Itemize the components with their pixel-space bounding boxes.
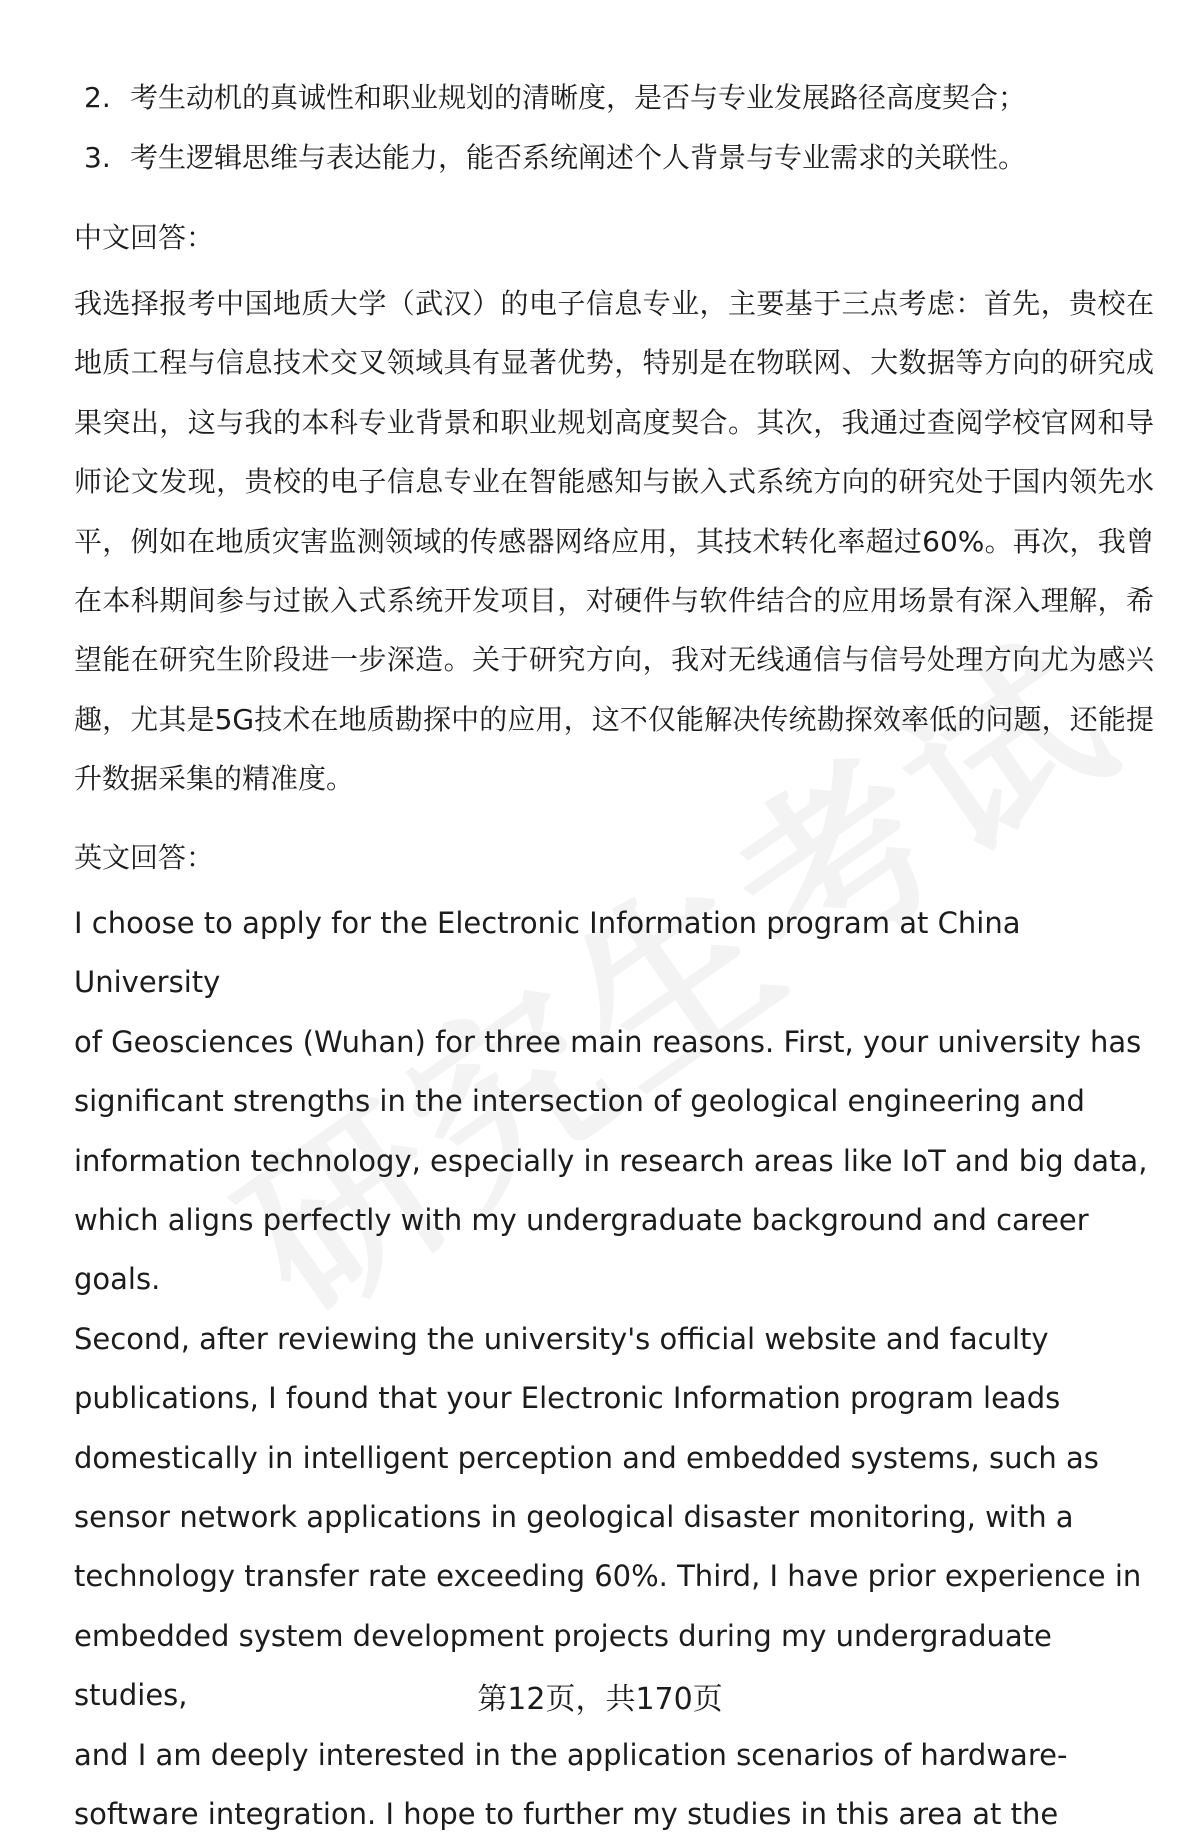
english-answer-line: information technology, especially in research areas like IoT and big data, [74,1143,1148,1178]
chinese-answer-heading: 中文回答： [74,221,215,254]
english-answer-line: I choose to apply for the Electronic Information program at China University [74,906,1021,1000]
english-answer-line: Second, after reviewing the university's official website and faculty [74,1321,1049,1356]
english-answer-line: embedded system development projects during my undergraduate studies, [74,1618,1052,1713]
english-answer-line: software integration. I hope to further my studies in this area at the [74,1797,1059,1832]
list-item-number: 2. [84,81,111,114]
page-number-footer: 第12页，共170页 [477,1682,723,1717]
list-item [80,128,1160,188]
list-item-number: 3. [84,141,111,174]
english-answer-line: which aligns perfectly with my undergraduate background and career goals. [74,1203,1089,1297]
english-answer-line: sensor network applications in geological disaster monitoring, with a [74,1500,1074,1535]
list-item-text: 考生动机的真诚性和职业规划的清晰度，是否与专业发展路径高度契合； [130,81,1027,114]
chinese-answer-body: 我选择报考中国地质大学（武汉）的电子信息专业，主要基于三点考虑：首先，贵校在地质工程与信息技术交叉领域具有显著优势，特别是在物联网、大数据等方向的研究成果突出，这与我的本科专业背景和职业规划高度契合。其次，我通过查阅学校官网和导师论文发现，贵校的电子信息专业在智能感知与嵌入式系统方向的研究处于国内领先水平，例如在地质灾害监测领域的传感器网络应用，其技术转化率超过60%。再次，我曾在本科期间参与过嵌入式系统开发项目，对硬件与软件结合的应用场景有深入理解，希望能在研究生阶段进一步深造。关于研究方向，我对无线通信与信号处理方向尤为感兴趣，尤其是5G技术在地质勘探中的应用，这不仅能解决传统勘探效率低的问题，还能提升数据采集的精准度。 [74,287,1154,796]
list-item-text: 考生逻辑思维与表达能力，能否系统阐述个人背景与专业需求的关联性。 [130,141,1027,174]
list-item [80,68,1160,128]
english-answer-heading: 英文回答： [74,841,215,874]
english-answer-line: and I am deeply interested in the application scenarios of hardware- [74,1737,1068,1772]
english-answer-line: significant strengths in the intersection of geological engineering and [74,1084,1085,1119]
english-answer-line: domestically in intelligent perception and embedded systems, such as [74,1440,1099,1475]
english-answer-line: technology transfer rate exceeding 60%. Third, I have prior experience in [74,1559,1142,1594]
english-answer-line: publications, I found that your Electronic Information program leads [74,1381,1061,1416]
english-answer-line: of Geosciences (Wuhan) for three main reasons. First, your university has [74,1024,1142,1059]
criteria-list [80,68,1160,188]
